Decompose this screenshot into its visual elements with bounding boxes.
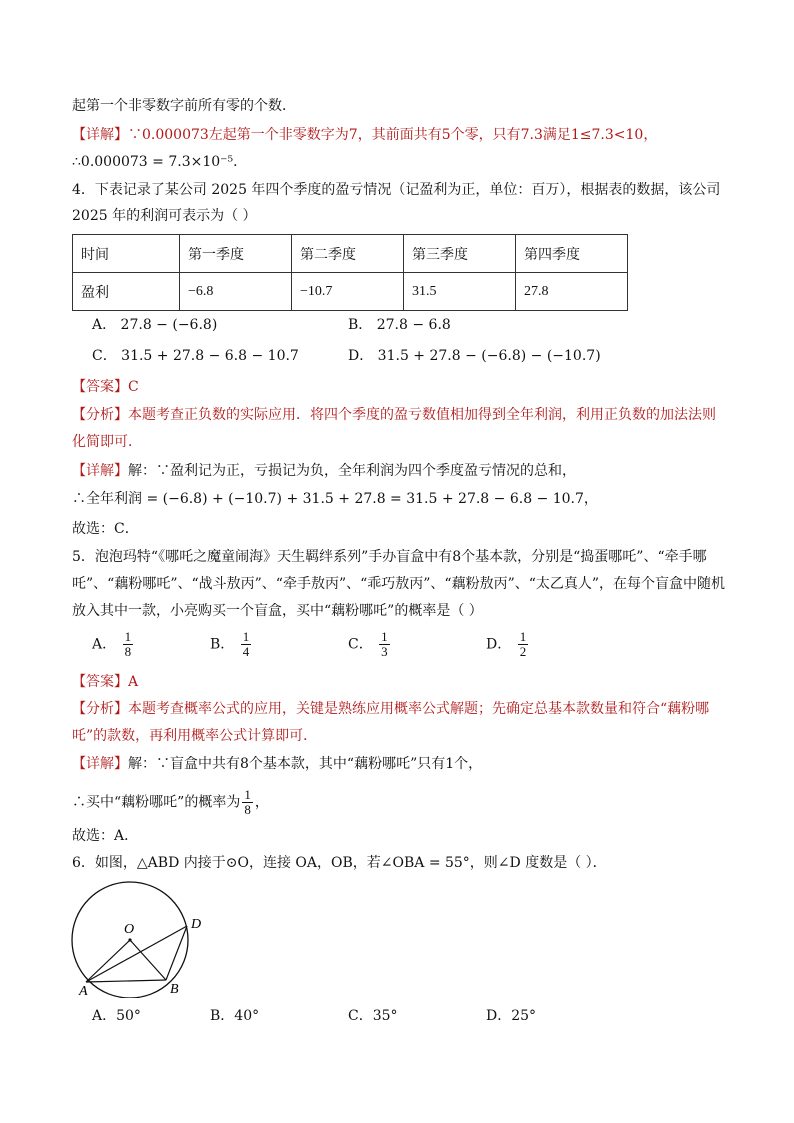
fraction: $\frac{1}{3}$	[381, 629, 388, 659]
q5-option-c	[348, 630, 392, 659]
table-cell: 31.5	[404, 273, 516, 311]
segment-ob	[130, 940, 166, 980]
table-row	[73, 273, 628, 311]
circle-geometry-figure	[66, 878, 216, 998]
q3-result: ∴0.000073 = 7.3×10⁻⁵．	[72, 154, 248, 170]
q4-stem-line2: 2025 年的利润可表示为（ ）	[72, 208, 257, 224]
center-point	[128, 938, 131, 941]
q4-detail-line1	[72, 461, 576, 481]
detail-text: 解：∵盲盒中共有8个基本款，其中“藕粉哪吒”只有1个，	[128, 756, 483, 772]
analysis-text: 本题考查正负数的实际应用．将四个季度的盈亏数值相加得到全年利润，利用正负数的加法法则	[128, 407, 716, 423]
q4-answer	[72, 377, 139, 397]
q5-detail-line1	[72, 754, 482, 774]
table-cell: 第四季度	[516, 235, 628, 273]
q4-option-c: C． 31.5 + 27.8 − 6.8 − 10.7	[92, 348, 299, 364]
table-cell: 盈利	[73, 273, 180, 311]
fraction: $\frac{1}{8}$	[124, 629, 132, 659]
q6-option-a: A．50°	[92, 1008, 141, 1024]
q5-stem-line2: 吒”、“藕粉哪吒”、“战斗敖丙”、“牵手敖丙”、“乖巧敖丙”、“藕粉敖丙”、“太乙真人”，在每个盲盒中随机	[72, 576, 726, 592]
q4-option-b: B． 27.8 − 6.8	[348, 317, 451, 333]
label-d: D	[191, 917, 202, 932]
answer-value: C	[128, 379, 139, 395]
segment-bd	[166, 926, 187, 980]
segment-ad	[86, 926, 187, 982]
fraction: $\frac{1}{2}$	[519, 629, 527, 659]
detail-label: 【详解】	[72, 756, 128, 772]
q5-choice: 故选：A．	[72, 828, 139, 844]
analysis-text: 本题考查概率公式的应用，关键是熟练应用概率公式解题；先确定总基本款数量和符合“藕粉哪	[128, 701, 710, 717]
q6-option-b: B．40°	[210, 1008, 260, 1024]
option-label: D．	[486, 636, 512, 653]
q5-option-b	[210, 630, 253, 659]
table-cell: 第三季度	[404, 235, 516, 273]
option-label: C．	[348, 636, 373, 653]
answer-label: 【答案】	[72, 379, 128, 395]
q5-stem-line1: 5．泡泡玛特“《哪吒之魔童闹海》天生羁绊系列”手办盲盒中有8个基本款，分别是“捣蛋哪吒”、“牵手哪	[72, 549, 707, 565]
q5-stem-line3: 放入其中一款，小亮购买一个盲盒，买中“藕粉哪吒”的概率是（ ）	[72, 603, 483, 619]
q4-choice: 故选：C．	[72, 521, 139, 537]
q5-answer	[72, 672, 138, 692]
fraction: $\frac{1}{8}$	[244, 787, 251, 817]
q5-analysis-line1	[72, 699, 709, 719]
analysis-label: 【分析】	[72, 407, 128, 423]
detail-text: 解：∵盈利记为正，亏损记为负，全年利润为四个季度盈亏情况的总和，	[128, 463, 576, 479]
detail-label: 【详解】	[72, 127, 128, 143]
q3-detail	[72, 125, 657, 145]
label-o: O	[124, 922, 135, 937]
table-cell: 第一季度	[180, 235, 292, 273]
q4-analysis-line2: 化简即可．	[72, 434, 142, 450]
answer-value: A	[128, 674, 139, 690]
q4-option-a: A． 27.8 − (−6.8)	[92, 317, 218, 333]
table-cell: −6.8	[180, 273, 292, 311]
table-cell: 27.8	[516, 273, 628, 311]
label-a: A	[79, 984, 88, 998]
option-label: A．	[92, 636, 117, 653]
q4-profit-table	[72, 234, 628, 311]
segment-ab	[86, 980, 166, 982]
q4-analysis-line1	[72, 405, 716, 425]
q4-option-d: D． 31.5 + 27.8 − (−6.8) − (−10.7)	[348, 348, 601, 364]
detail-text: ，	[254, 794, 269, 811]
fraction: $\frac{1}{4}$	[242, 629, 250, 659]
analysis-label: 【分析】	[72, 701, 128, 717]
table-cell: 时间	[73, 235, 180, 273]
answer-label: 【答案】	[72, 674, 128, 690]
table-header-row	[73, 235, 628, 273]
table-cell: −10.7	[292, 273, 404, 311]
detail-text: ∴买中“藕粉哪吒”的概率为	[72, 794, 241, 811]
detail-text: ∵0.000073左起第一个非零数字为7，其前面共有5个零，只有7.3满足1≤7.3<10，	[128, 127, 658, 143]
q5-detail-line2	[72, 788, 269, 817]
detail-label: 【详解】	[72, 463, 128, 479]
table-cell: 第二季度	[292, 235, 404, 273]
q6-option-d: D．25°	[486, 1008, 537, 1024]
option-label: B．	[210, 636, 235, 653]
q5-option-a	[92, 630, 135, 659]
q4-stem-line1: 4．下表记录了某公司 2025 年四个季度的盈亏情况（记盈利为正，单位：百万），根据表的数据，该公司	[72, 182, 721, 198]
q5-option-d	[486, 630, 530, 659]
q3-tail-text: 起第一个非零数字前所有零的个数．	[72, 98, 296, 114]
q6-option-c: C．35°	[348, 1008, 398, 1024]
label-b: B	[170, 982, 179, 997]
q5-analysis-line2: 吒”的款数，再利用概率公式计算即可．	[72, 728, 318, 744]
q6-stem: 6．如图，△ABD 内接于⊙O，连接 OA，OB，若∠OBA = 55°，则∠D 度数是（ ）．	[72, 855, 607, 871]
q4-detail-line2: ∴全年利润 = (−6.8) + (−10.7) + 31.5 + 27.8 = 31.5 + 27.8 − 6.8 − 10.7，	[72, 491, 598, 507]
